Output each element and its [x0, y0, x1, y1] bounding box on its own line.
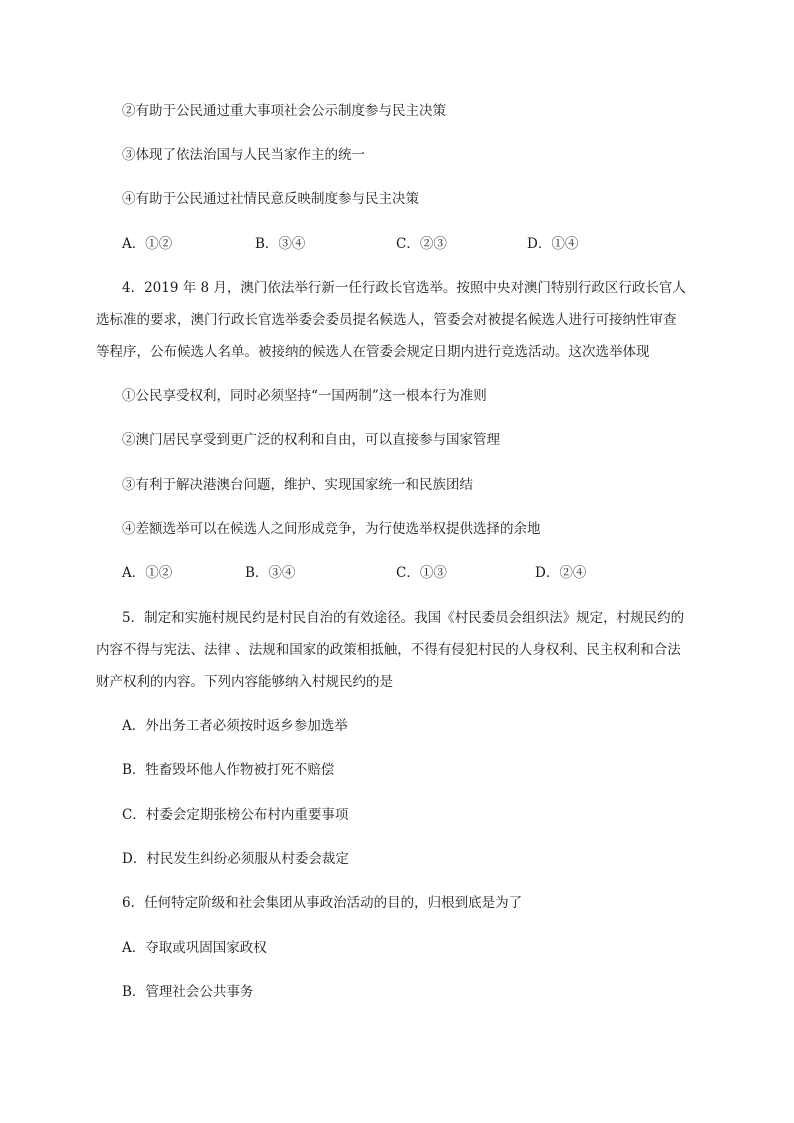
- q4-item-4: ④差额选举可以在候选人之间形成竞争，为行使选举权提供选择的余地: [122, 521, 541, 537]
- q3-option-a: A．①②: [122, 236, 173, 252]
- q6-stem-line-1: 6．任何特定阶级和社会集团从事政治活动的目的，归根到底是为了: [122, 895, 523, 911]
- q5-option-a: A．外出务工者必须按时返乡参加选举: [122, 718, 348, 734]
- q3-option-b: B．③④: [255, 236, 306, 252]
- q5-option-c: C．村委会定期张榜公布村内重要事项: [122, 807, 349, 823]
- q4-stem-line-1: 4．2019 年 8 月，澳门依法举行新一任行政长官选举。按照中央对澳门特别行政区行政长官人: [122, 280, 686, 296]
- q4-option-a: A．①②: [122, 565, 173, 581]
- q4-option-d: D．②④: [535, 565, 587, 581]
- q3-item-4: ④有助于公民通过社情民意反映制度参与民主决策: [122, 191, 419, 207]
- q5-stem-line-2: 内容不得与宪法、法律 、法规和国家的政策相抵触，不得有侵犯村民的人身权利、民主权利和合法: [96, 642, 681, 658]
- q4-option-c: C．①③: [396, 565, 447, 581]
- q4-stem-line-3: 等程序，公布候选人名单。被接纳的候选人在管委会规定日期内进行竞选活动。这次选举体现: [96, 344, 650, 360]
- q6-option-b: B．管理社会公共事务: [122, 984, 254, 1000]
- q5-stem-line-3: 财产权利的内容。下列内容能够纳入村规民约的是: [96, 674, 393, 690]
- q4-stem-line-2: 选标准的要求，澳门行政长官选举委会委员提名候选人，管委会对被提名候选人进行可接纳性审查: [96, 312, 677, 328]
- q5-stem-line-1: 5．制定和实施村规民约是村民自治的有效途径。我国《村民委员会组织法》规定，村规民约的: [122, 610, 685, 626]
- q3-option-c: C．②③: [396, 236, 447, 252]
- q5-option-d: D．村民发生纠纷必须服从村委会裁定: [122, 851, 349, 867]
- q3-item-3: ③体现了依法治国与人民当家作主的统一: [122, 147, 365, 163]
- q3-item-2: ②有助于公民通过重大事项社会公示制度参与民主决策: [122, 103, 446, 119]
- q4-item-1: ①公民享受权利，同时必须坚持“一国两制”这一根本行为准则: [122, 388, 487, 404]
- q4-item-3: ③有利于解决港澳台问题，维护、实现国家统一和民族团结: [122, 477, 473, 493]
- q4-item-2: ②澳门居民享受到更广泛的权利和自由，可以直接参与国家管理: [122, 432, 500, 448]
- q4-option-b: B．③④: [245, 565, 296, 581]
- q6-option-a: A．夺取或巩固国家政权: [122, 940, 267, 956]
- q5-option-b: B．牲畜毁坏他人作物被打死不赔偿: [122, 762, 335, 778]
- q3-option-d: D．①④: [527, 236, 579, 252]
